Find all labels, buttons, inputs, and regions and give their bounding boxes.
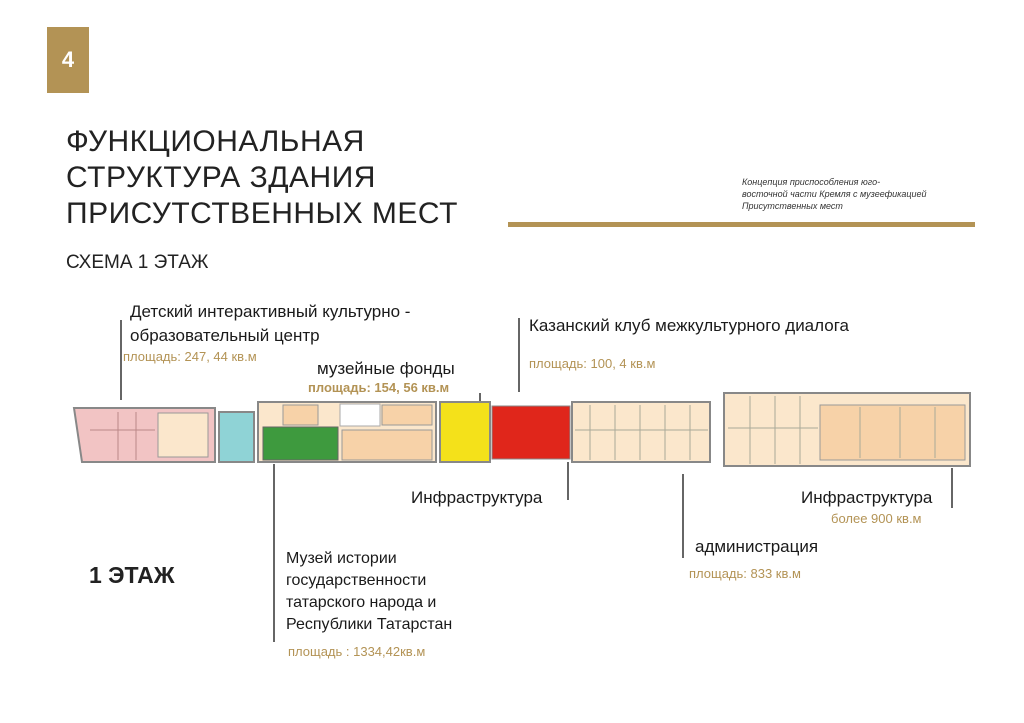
kids-center-area: площадь: 247, 44 кв.м [123, 349, 257, 364]
plan-yellow-funds [440, 402, 490, 462]
plan-left-wing [74, 408, 215, 462]
infrastructure-right-label: Инфраструктура [801, 488, 933, 507]
museum-funds-label: музейные фонды [317, 359, 455, 378]
museum-history-line-1: Музей истории [286, 550, 397, 567]
concept-line-3: Присутственных мест [742, 201, 843, 211]
plan-cyan-block [219, 412, 254, 462]
plan-red-club [492, 406, 570, 459]
kazan-club-area: площадь: 100, 4 кв.м [529, 356, 656, 371]
kazan-club-label: Казанский клуб межкультурного диалога [529, 316, 849, 335]
concept-line-2: восточной части Кремля с музеефикацией [742, 189, 927, 199]
floor-label: 1 ЭТАЖ [89, 562, 175, 588]
kids-center-line-1: Детский интерактивный культурно - [130, 302, 411, 321]
administration-area: площадь: 833 кв.м [689, 566, 801, 581]
title-line-3: ПРИСУТСТВЕННЫХ МЕСТ [66, 197, 458, 230]
title-line-2: СТРУКТУРА ЗДАНИЯ [66, 161, 376, 194]
museum-history-line-4: Республики Татарстан [286, 616, 453, 633]
museum-funds-area: площадь: 154, 56 кв.м [308, 380, 450, 395]
plan-right-wing [724, 393, 970, 466]
infrastructure-center-label: Инфраструктура [411, 488, 543, 507]
kids-center-line-2: образовательный центр [130, 326, 320, 345]
scheme-subtitle: СХЕМА 1 ЭТАЖ [66, 252, 209, 273]
museum-history-area: площадь : 1334,42кв.м [288, 644, 426, 659]
administration-label: администрация [695, 537, 819, 556]
title-line-1: ФУНКЦИОНАЛЬНАЯ [66, 125, 365, 158]
plan-museum-block [258, 402, 436, 462]
plan-admin-middle [572, 402, 710, 462]
concept-line-1: Концепция приспособления юго- [742, 177, 881, 187]
museum-history-line-3: татарского народа и [286, 594, 437, 611]
page-number-badge: 4 [47, 27, 89, 93]
museum-history-line-2: государственности [286, 572, 427, 589]
infrastructure-right-area: более 900 кв.м [831, 511, 922, 526]
